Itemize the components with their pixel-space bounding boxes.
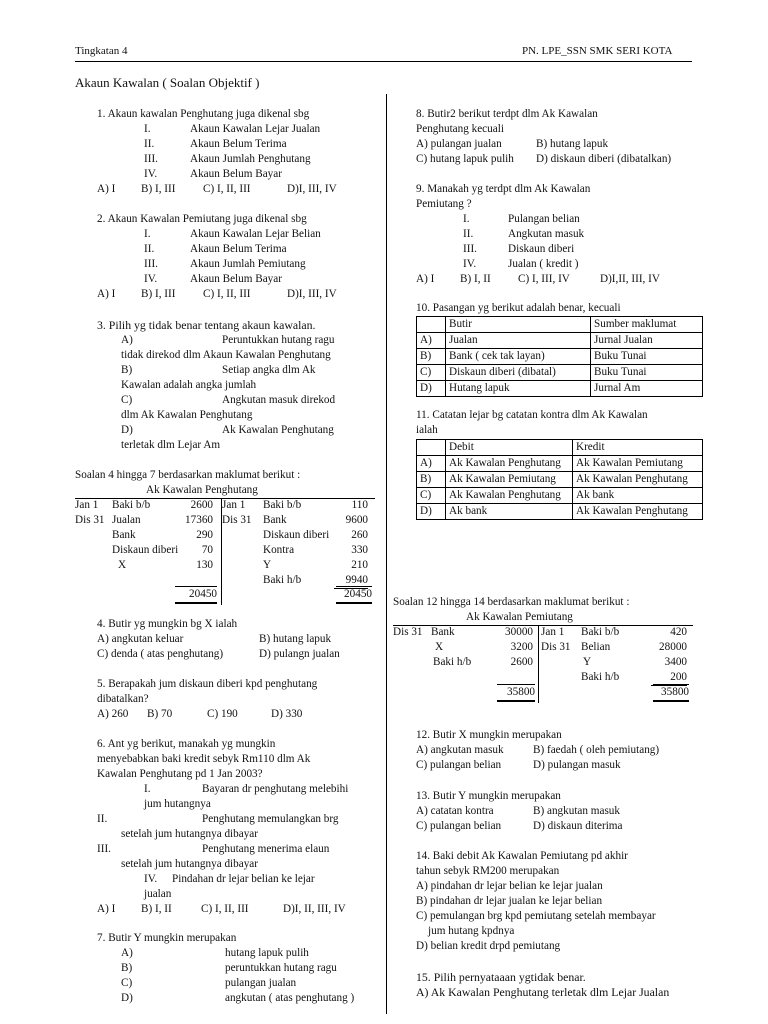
item-numeral: II. bbox=[144, 138, 155, 150]
option-c-text-cont: dlm Ak Kawalan Penghutang bbox=[121, 409, 253, 421]
option-c: C) 190 bbox=[207, 708, 238, 720]
option-b: B) faedah ( oleh pemiutang) bbox=[533, 744, 660, 756]
table-row: C) Diskaun diberi (dibatal) Buku Tunai bbox=[417, 365, 703, 381]
option-a: A) pulangan jualan bbox=[416, 138, 502, 150]
question-15 bbox=[416, 970, 669, 1000]
question-stem: 14. Baki debit Ak Kawalan Pemiutang pd akhir bbox=[416, 850, 628, 862]
item-text: Penghutang menerima elaun bbox=[202, 843, 330, 855]
question-11-stem: 11. Catatan lejar bg catatan kontra dlm Ak Kawalan ialah bbox=[416, 409, 648, 436]
option-a: A) I bbox=[416, 273, 435, 285]
ledger-center-rule bbox=[538, 625, 539, 703]
header-rule bbox=[75, 61, 692, 62]
question-stem-cont: menyebabkan baki kredit sebyk Rm110 dlm Ak bbox=[97, 753, 311, 765]
option-b: B) I, III bbox=[141, 288, 176, 300]
option-c-text: pulangan jualan bbox=[225, 977, 297, 989]
section-intro-4-7: Soalan 4 hingga 7 berdasarkan maklumat berikut : bbox=[75, 469, 301, 481]
table-row: D) Hutang lapuk Jurnal Am bbox=[417, 381, 703, 397]
option-a-label: A) bbox=[121, 334, 133, 346]
option-a: A) 260 bbox=[97, 708, 129, 720]
item-text: Akaun Jumlah Penghutang bbox=[190, 153, 311, 165]
option-c: C) I, III, IV bbox=[518, 273, 570, 285]
question-12 bbox=[416, 728, 660, 773]
item-text: Angkutan masuk bbox=[508, 228, 585, 240]
option-b: B) hutang lapuk bbox=[259, 633, 332, 645]
question-8 bbox=[416, 107, 672, 167]
item-text-cont: setelah jum hutangnya dibayar bbox=[121, 858, 259, 870]
option-a: A) I bbox=[97, 183, 116, 195]
option-b-text-cont: Kawalan adalah angka jumlah bbox=[121, 379, 257, 391]
option-d-text: Ak Kawalan Penghutang bbox=[222, 424, 334, 436]
item-numeral: I. bbox=[144, 123, 151, 135]
option-a-text: hutang lapuk pulih bbox=[225, 947, 309, 959]
question-6 bbox=[97, 737, 349, 917]
item-text-cont: setelah jum hutangnya dibayar bbox=[121, 828, 259, 840]
item-text: Akaun Belum Terima bbox=[190, 138, 287, 150]
item-text: Jualan ( kredit ) bbox=[508, 258, 579, 270]
question-stem-cont: Kawalan Penghutang pd 1 Jan 2003? bbox=[97, 768, 263, 780]
section-intro-12-14: Soalan 12 hingga 14 berdasarkan maklumat berikut : bbox=[393, 596, 630, 608]
option-b: B) angkutan masuk bbox=[533, 805, 620, 817]
question-stem: 9. Manakah yg terdpt dlm Ak Kawalan bbox=[416, 183, 591, 195]
question-stem: 12. Butir X mungkin merupakan bbox=[416, 729, 562, 741]
option-b: B) pindahan dr lejar jualan ke lejar belian bbox=[416, 895, 603, 907]
option-a: A) angkutan masuk bbox=[416, 744, 504, 756]
table-header-row: Butir Sumber maklumat bbox=[417, 317, 703, 333]
item-numeral: I. bbox=[144, 783, 151, 795]
option-d: D) pulangan masuk bbox=[533, 759, 621, 771]
question-stem: 4. Butir yg mungkin bg X ialah bbox=[97, 618, 238, 630]
header-form-level: Tingkatan 4 bbox=[75, 45, 128, 57]
option-b: B) I, II bbox=[460, 273, 491, 285]
question-stem: 7. Butir Y mungkin merupakan bbox=[97, 932, 237, 944]
question-stem-cont: Pemiutang ? bbox=[416, 198, 472, 210]
item-numeral: III. bbox=[144, 153, 158, 165]
option-c-label: C) bbox=[121, 977, 133, 989]
option-d: D)I, III, IV bbox=[287, 288, 337, 300]
question-stem-cont: tahun sebyk RM200 merupakan bbox=[416, 865, 560, 877]
table-header-row: Debit Kredit bbox=[417, 440, 703, 456]
question-14 bbox=[416, 849, 656, 954]
question-7 bbox=[97, 931, 355, 1006]
table-row: B) Bank ( cek tak layan) Buku Tunai bbox=[417, 349, 703, 365]
item-text: Akaun Belum Bayar bbox=[190, 168, 282, 180]
option-c-cont: jum hutang kpdnya bbox=[428, 925, 515, 937]
item-text-cont: jum hutangnya bbox=[144, 798, 211, 810]
column-divider bbox=[386, 94, 387, 1014]
option-d: D) diskaun diberi (dibatalkan) bbox=[536, 153, 672, 165]
item-numeral: I. bbox=[144, 228, 151, 240]
option-c: C) pulangan belian bbox=[416, 759, 502, 771]
option-d: D)I, III, IV bbox=[287, 183, 337, 195]
option-b-label: B) bbox=[121, 962, 133, 974]
ledger-total-debit: 20450 bbox=[175, 586, 217, 604]
option-d: D) pulangn jualan bbox=[259, 648, 340, 660]
item-numeral: I. bbox=[463, 213, 470, 225]
ledger-title: Ak Kawalan Pemiutang bbox=[466, 611, 573, 623]
option-b-text: Setiap angka dlm Ak bbox=[222, 364, 316, 376]
option-a: A) angkutan keluar bbox=[97, 633, 184, 645]
option-c-label: C) bbox=[121, 394, 133, 406]
question-9 bbox=[416, 182, 660, 287]
table-row: B) Ak Kawalan Pemiutang Ak Kawalan Penghutang bbox=[417, 472, 703, 488]
question-5 bbox=[97, 677, 317, 722]
item-numeral: IV. bbox=[144, 168, 158, 180]
question-stem: 6. Ant yg berikut, manakah yg mungkin bbox=[97, 738, 276, 750]
item-text: Akaun Kawalan Lejar Jualan bbox=[190, 123, 321, 135]
option-a: A) I bbox=[97, 903, 116, 915]
question-1 bbox=[97, 107, 337, 197]
item-numeral: II. bbox=[97, 813, 108, 825]
option-c: C) hutang lapuk pulih bbox=[416, 153, 514, 165]
item-text: Pulangan belian bbox=[508, 213, 580, 225]
ledger-title: Ak Kawalan Penghutang bbox=[146, 484, 258, 496]
question-stem-cont: Penghutang kecuali bbox=[416, 123, 504, 135]
option-a: A) Ak Kawalan Penghutang terletak dlm Lejar Jualan bbox=[416, 985, 670, 999]
item-text-cont: jualan bbox=[144, 888, 172, 900]
question-2 bbox=[97, 212, 337, 302]
option-c: C) I, II, III bbox=[203, 288, 251, 300]
option-d-text: angkutan ( atas penghutang ) bbox=[225, 992, 355, 1004]
question-13 bbox=[416, 789, 623, 834]
ledger-total-credit: 35800 bbox=[653, 684, 689, 702]
option-b-label: B) bbox=[121, 364, 133, 376]
item-numeral: III. bbox=[144, 258, 158, 270]
option-a-text: Peruntukkan hutang ragu bbox=[222, 334, 335, 346]
question-10-stem: 10. Pasangan yg berikut adalah benar, kecuali bbox=[416, 302, 621, 314]
item-text: Akaun Jumlah Pemiutang bbox=[190, 258, 306, 270]
option-b: B) I, III bbox=[141, 183, 176, 195]
option-b: B) I, II bbox=[141, 903, 172, 915]
item-numeral: III. bbox=[97, 843, 111, 855]
item-numeral: II. bbox=[144, 243, 155, 255]
option-c: C) denda ( atas penghutang) bbox=[97, 648, 224, 660]
item-numeral: IV. bbox=[463, 258, 477, 270]
question-stem: 15. Pilih pernyataaan ygtidak benar. bbox=[416, 970, 586, 984]
question-stem-cont: dibatalkan? bbox=[97, 693, 149, 705]
question-stem: 2. Akaun Kawalan Pemiutang juga dikenal sbg bbox=[97, 213, 307, 225]
question-stem: 5. Berapakah jum diskaun diberi kpd penghutang bbox=[97, 678, 318, 690]
option-c-text: Angkutan masuk direkod bbox=[222, 394, 336, 406]
table-row: D) Ak bank Ak Kawalan Penghutang bbox=[417, 504, 703, 520]
option-c: C) pulangan belian bbox=[416, 820, 502, 832]
item-text: Bayaran dr penghutang melebihi bbox=[202, 783, 349, 795]
item-text: Akaun Belum Terima bbox=[190, 243, 287, 255]
option-d-text-cont: terletak dlm Lejar Am bbox=[121, 439, 221, 451]
item-numeral: III. bbox=[463, 243, 477, 255]
option-a-label: A) bbox=[121, 947, 133, 959]
ledger-total-debit: 35800 bbox=[497, 684, 535, 702]
item-numeral: II. bbox=[463, 228, 474, 240]
item-text: Diskaun diberi bbox=[508, 243, 575, 255]
question-3 bbox=[97, 318, 336, 453]
question-stem: 8. Butir2 berikut terdpt dlm Ak Kawalan bbox=[416, 108, 598, 120]
page-title: Akaun Kawalan ( Soalan Objektif ) bbox=[75, 75, 260, 90]
option-d: D) 330 bbox=[271, 708, 303, 720]
header-author: PN. LPE_SSN SMK SERI KOTA bbox=[522, 45, 673, 57]
option-c: C) pemulangan brg kpd pemiutang setelah membayar bbox=[416, 910, 656, 922]
option-d-label: D) bbox=[121, 424, 133, 436]
item-text: Akaun Belum Bayar bbox=[190, 273, 282, 285]
item-numeral: IV. bbox=[144, 273, 158, 285]
question-11-table bbox=[416, 439, 703, 520]
item-text: Akaun Kawalan Lejar Belian bbox=[190, 228, 321, 240]
option-a: A) catatan kontra bbox=[416, 805, 494, 817]
question-10-table bbox=[416, 316, 703, 397]
option-d: D) belian kredit drpd pemiutang bbox=[416, 940, 561, 952]
table-row: A) Jualan Jurnal Jualan bbox=[417, 333, 703, 349]
option-c: C) I, II, III bbox=[203, 183, 251, 195]
option-c: C) I, II, III bbox=[201, 903, 249, 915]
option-d: D)I, II, III, IV bbox=[283, 903, 346, 915]
question-4 bbox=[97, 617, 340, 662]
option-d: D)I,II, III, IV bbox=[600, 273, 660, 285]
question-stem: 3. Pilih yg tidak benar tentang akaun kawalan. bbox=[97, 318, 316, 332]
table-row: C) Ak Kawalan Penghutang Ak bank bbox=[417, 488, 703, 504]
option-a: A) I bbox=[97, 288, 116, 300]
option-a-text-cont: tidak direkod dlm Akaun Kawalan Penghutang bbox=[121, 349, 331, 361]
question-stem: 13. Butir Y mungkin merupakan bbox=[416, 790, 561, 802]
option-d: D) diskaun diterima bbox=[533, 820, 623, 832]
item-text: Penghutang memulangkan brg bbox=[202, 813, 339, 825]
option-b: B) 70 bbox=[147, 708, 173, 720]
ledger-total-credit: 20450 bbox=[336, 586, 372, 604]
item-text: Pindahan dr lejar belian ke lejar bbox=[172, 873, 315, 885]
question-stem: 1. Akaun kawalan Penghutang juga dikenal sbg bbox=[97, 108, 310, 120]
option-a: A) pindahan dr lejar belian ke lejar jualan bbox=[416, 880, 603, 892]
option-b-text: peruntukkan hutang ragu bbox=[225, 962, 337, 974]
item-numeral: IV. bbox=[144, 873, 158, 885]
option-b: B) hutang lapuk bbox=[536, 138, 609, 150]
option-d-label: D) bbox=[121, 992, 133, 1004]
table-row: A) Ak Kawalan Penghutang Ak Kawalan Pemiutang bbox=[417, 456, 703, 472]
